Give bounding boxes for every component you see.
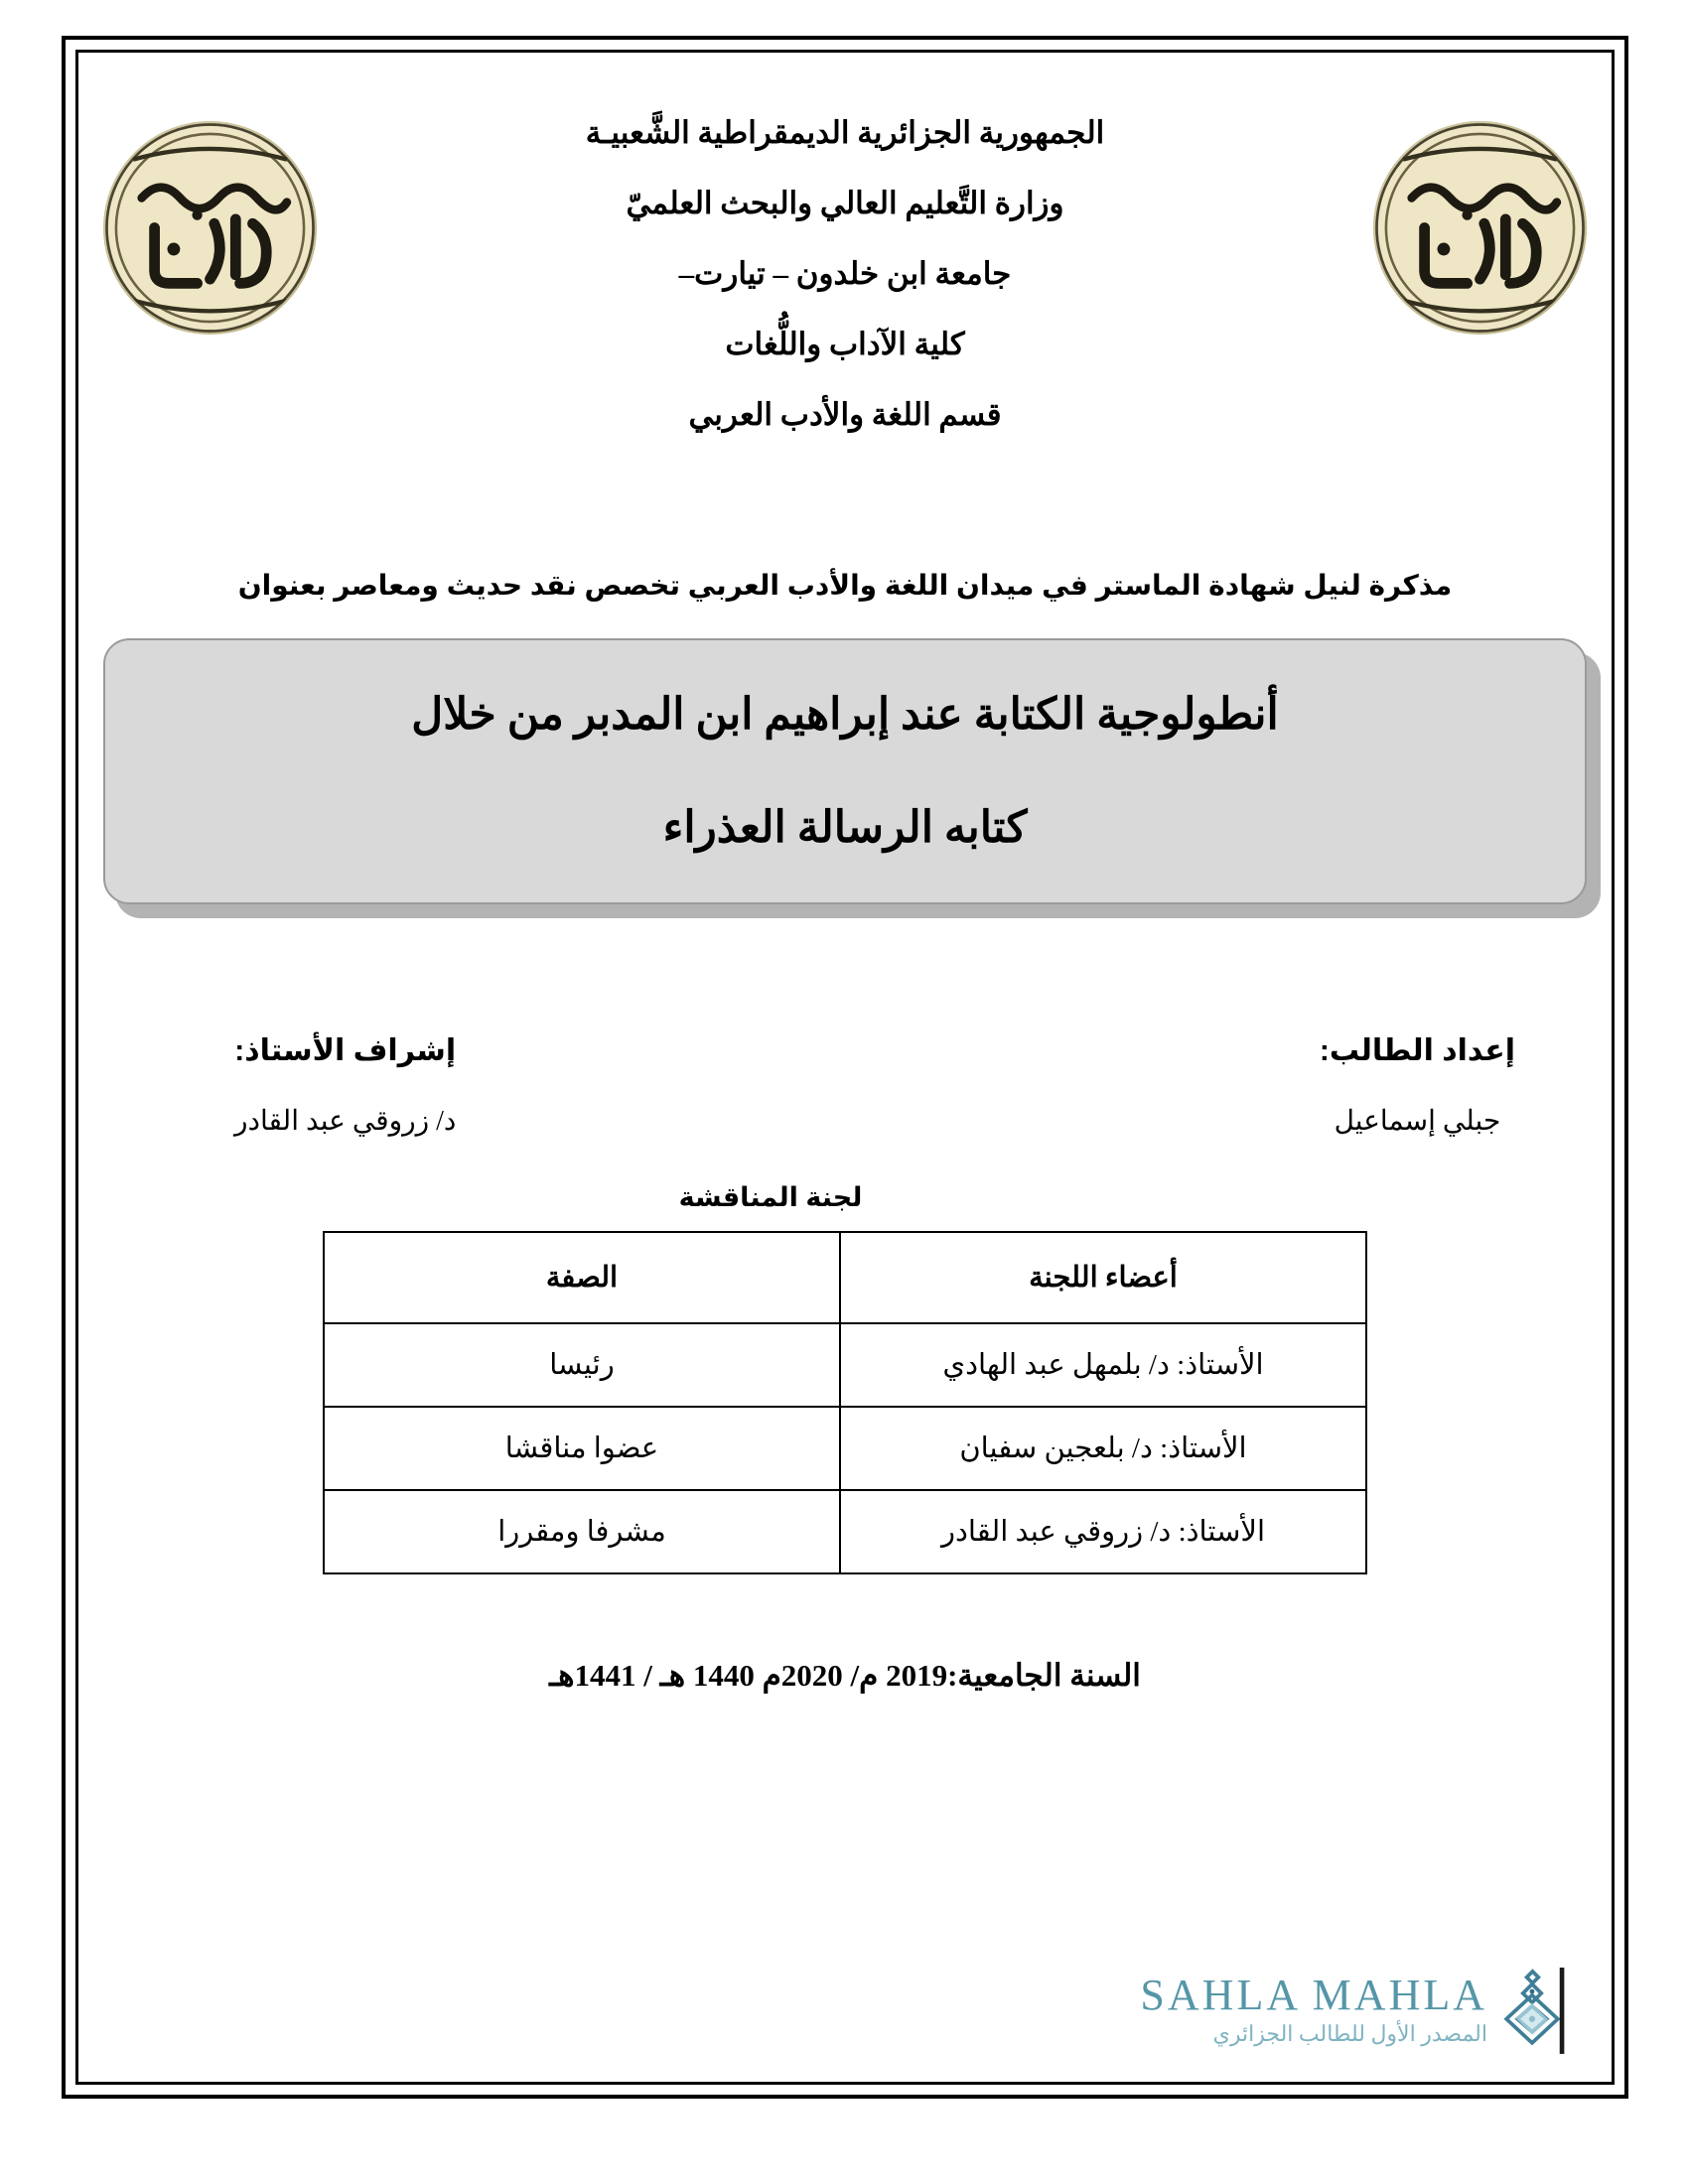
supervisor-name: د/ زروقي عبد القادر: [234, 1105, 457, 1137]
committee-member-role: عضوا مناقشا: [324, 1407, 840, 1490]
thesis-title-box: [103, 638, 1587, 904]
committee-member-name: الأستاذ: د/ بلعجين سفيان: [840, 1407, 1366, 1490]
student-role-label: إعداد الطالب:: [1319, 1033, 1515, 1067]
student-block: [1320, 1033, 1515, 1139]
degree-statement: مذكرة لنيل شهادة الماستر في ميدان اللغة والأدب العربي تخصص نقد حديث ومعاصر بعنوان: [237, 570, 1453, 601]
header-zone: [85, 60, 1605, 556]
thesis-title-line-2: كتابه الرسالة العذراء: [662, 802, 1028, 852]
committee-table: [323, 1231, 1367, 1574]
cover-page-content: [85, 60, 1605, 2075]
table-row: [324, 1490, 1366, 1573]
university-logo-left-icon: [103, 121, 317, 335]
table-header-row: [324, 1232, 1366, 1323]
header-line-ministry: وزارة التَّعليم العالي والبحث العلميّ: [626, 186, 1064, 220]
institution-header: [339, 117, 1351, 470]
supervisor-role-label: إشراف الأستاذ:: [234, 1033, 457, 1067]
committee-member-role: رئيسا: [324, 1323, 840, 1407]
column-header-member: أعضاء اللجنة: [840, 1232, 1366, 1323]
header-line-faculty: كلية الآداب واللُّغات: [725, 327, 965, 361]
table-row: [324, 1407, 1366, 1490]
brand-tagline: المصدر الأول للطالب الجزائري: [1212, 2020, 1487, 2046]
thesis-title-container: [103, 638, 1587, 904]
column-header-role: الصفة: [324, 1232, 840, 1323]
brand-name: SAHLA MAHLA: [1140, 1970, 1487, 2019]
header-line-university: جامعة ابن خلدون – تيارت–: [678, 256, 1012, 291]
supervisor-block: [234, 1033, 456, 1139]
table-row: [324, 1323, 1366, 1407]
university-logo-right-icon: [1373, 121, 1587, 335]
brand-text-block: [1140, 1970, 1487, 2047]
committee-member-role: مشرفا ومقررا: [324, 1490, 840, 1573]
thesis-title-line-1: أنطولوجية الكتابة عند إبراهيم ابن المدبر من خلال: [411, 689, 1279, 739]
brand-logo-icon: [1495, 1968, 1569, 2053]
header-line-republic: الجمهورية الجزائرية الديمقراطية الشَّعبيـة: [585, 115, 1105, 150]
committee-member-name: الأستاذ: د/ زروقي عبد القادر: [840, 1490, 1366, 1573]
watermark-brand: [1140, 1968, 1569, 2053]
academic-year: السنة الجامعية:2019 م/ 2020م 1440 هـ / 1441هـ: [549, 1657, 1141, 1693]
committee-member-name: الأستاذ: د/ بلمهل عبد الهادي: [840, 1323, 1366, 1407]
committee-caption: لجنة المناقشة: [678, 1181, 863, 1212]
student-name: جبلي إسماعيل: [1334, 1105, 1501, 1137]
contributors-row: [85, 1033, 1605, 1162]
header-line-department: قسم اللغة والأدب العربي: [688, 397, 1002, 432]
